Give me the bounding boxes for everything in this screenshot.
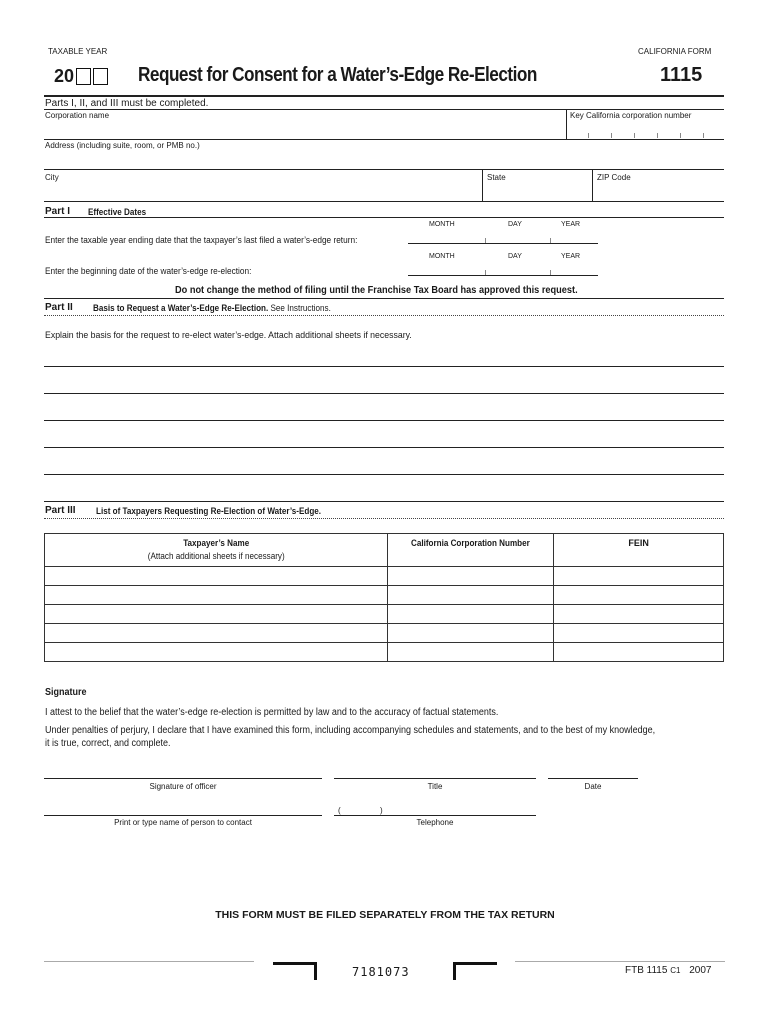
answer-line [44,393,724,394]
answer-line [44,501,724,502]
tick [634,133,635,138]
fein-header [554,534,724,567]
re-election-begin-date-field[interactable] [408,263,598,275]
file-separately-notice: THIS FORM MUST BE FILED SEPARATELY FROM THE TAX RETURN [215,909,555,921]
taxpayer-name-cell[interactable] [45,624,388,643]
address-field[interactable] [44,152,722,168]
form-id: FTB 1115 [625,965,668,976]
last-waters-edge-date-field[interactable] [408,231,598,243]
tick [550,238,551,243]
rule [44,201,724,202]
part2-title: Basis to Request a Water’s-Edge Re-Election. [93,303,269,313]
date-label: Date [584,782,602,791]
rule [44,109,724,110]
corporation-name-field[interactable] [44,122,564,138]
parts-instruction: Parts I, II, and III must be completed. [45,98,209,109]
telephone-label: Telephone [416,818,454,827]
title-label: Title [427,782,443,791]
taxpayer-name-header [45,534,388,567]
corporation-name-label: Corporation name [45,111,110,120]
phone-close-paren: ) [380,806,383,815]
taxable-year-label: TAXABLE YEAR [48,47,108,56]
rule [548,778,638,779]
key-number-field[interactable] [568,122,722,138]
tick [485,270,486,275]
part1-line1-label: Enter the taxable year ending date that the taxpayer’s last filed a water’s-edge return: [45,235,358,245]
rule [334,778,536,779]
rule [44,139,724,140]
table-row [45,605,724,624]
month-header-2: MONTH [429,253,455,260]
part2-label: Part II [45,302,73,313]
taxpayer-table [44,533,724,662]
answer-line [44,447,724,448]
corp-number-cell[interactable] [388,605,554,624]
form-identifier [625,965,711,976]
rule [44,169,724,170]
officer-signature-field[interactable] [44,762,322,778]
header-rule [44,95,724,97]
table-row [45,567,724,586]
divider [482,169,483,201]
signature-heading: Signature [45,687,87,698]
part2-explain-label: Explain the basis for the request to re-elect water’s-edge. Attach additional sheets if necessary. [45,330,412,341]
year-digit-box-1[interactable] [76,68,91,85]
tick [550,270,551,275]
part1-title: Effective Dates [88,207,147,217]
corp-number-col-label: California Corporation Number [411,538,531,548]
telephone-field[interactable] [334,800,536,815]
part3-label: Part III [45,505,76,516]
corp-number-header [388,534,554,567]
filing-method-notice: Do not change the method of filing until the Franchise Tax Board has approved this request. [175,285,578,296]
rule [44,217,724,218]
title-field[interactable] [334,762,536,778]
part1-line2-label: Enter the beginning date of the water’s-edge re-election: [45,266,252,276]
rule [408,243,598,244]
fein-cell[interactable] [554,624,724,643]
state-label: State [487,173,506,182]
state-field[interactable] [484,184,590,200]
tick [611,133,612,138]
rule [515,961,725,962]
month-header-1: MONTH [429,221,455,228]
address-label: Address (including suite, room, or PMB no.) [45,141,200,150]
year-header-2: YEAR [561,253,581,260]
form-number: 1115 [660,64,703,86]
officer-signature-label: Signature of officer [149,782,217,791]
rule [44,298,724,299]
taxpayer-name-col-sub: (Attach additional sheets if necessary) [147,551,285,561]
tick [703,133,704,138]
date-field[interactable] [548,762,638,778]
rule [44,961,254,962]
tick [588,133,589,138]
table-row [45,643,724,662]
divider [566,109,567,139]
taxpayer-name-cell[interactable] [45,567,388,586]
tick [680,133,681,138]
zip-field[interactable] [594,184,722,200]
taxpayer-name-cell[interactable] [45,605,388,624]
corp-number-cell[interactable] [388,586,554,605]
rule [44,518,724,519]
corp-number-cell[interactable] [388,624,554,643]
contact-name-label: Print or type name of person to contact [114,818,252,827]
corner-mark-left [273,962,317,980]
fein-col-label: FEIN [628,538,649,548]
barcode-number: 7181073 [352,965,410,979]
rule [334,815,536,816]
corp-number-cell[interactable] [388,643,554,662]
year-prefix: 20 [54,66,75,86]
fein-cell[interactable] [554,586,724,605]
fein-cell[interactable] [554,605,724,624]
corner-mark-right [453,962,497,980]
divider [592,169,593,201]
rule [44,815,322,816]
rule [44,315,724,316]
rule [408,275,598,276]
answer-line [44,366,724,367]
zip-label: ZIP Code [597,173,631,182]
form-revision: C1 [670,966,681,975]
corp-number-cell[interactable] [388,567,554,586]
year-header-1: YEAR [561,221,581,228]
fein-cell[interactable] [554,567,724,586]
attest-statement: I attest to the belief that the water’s-edge re-election is permitted by law and to the accuracy of factual statements. [45,707,499,718]
part2-see-instructions: See Instructions. [270,303,331,313]
part1-label: Part I [45,206,71,217]
fein-cell[interactable] [554,643,724,662]
table-header-row [45,534,724,567]
answer-line [44,420,724,421]
perjury-statement-line2: it is true, correct, and complete. [45,738,171,749]
tick [485,238,486,243]
form-title: Request for Consent for a Water’s-Edge Re-Election [138,64,537,86]
taxpayer-name-col-label: Taxpayer’s Name [183,538,250,548]
city-label: City [45,173,59,182]
contact-name-field[interactable] [44,800,322,815]
key-number-label: Key California corporation number [570,111,692,120]
form-year: 2007 [689,965,712,976]
day-header-1: DAY [508,221,522,228]
california-form-label: CALIFORNIA FORM [638,47,712,56]
rule [44,778,322,779]
phone-open-paren: ( [338,806,341,815]
table-row [45,624,724,643]
perjury-statement-line1: Under penalties of perjury, I declare that I have examined this form, including accompanying schedules and statements, and to the best of my knowledge, [45,725,656,736]
city-field[interactable] [44,184,480,200]
year-digit-box-2[interactable] [93,68,108,85]
taxpayer-name-cell[interactable] [45,586,388,605]
answer-line [44,474,724,475]
taxpayer-name-cell[interactable] [45,643,388,662]
day-header-2: DAY [508,253,522,260]
tick [657,133,658,138]
table-row [45,586,724,605]
part3-title: List of Taxpayers Requesting Re-Election of Water’s-Edge. [96,506,322,516]
